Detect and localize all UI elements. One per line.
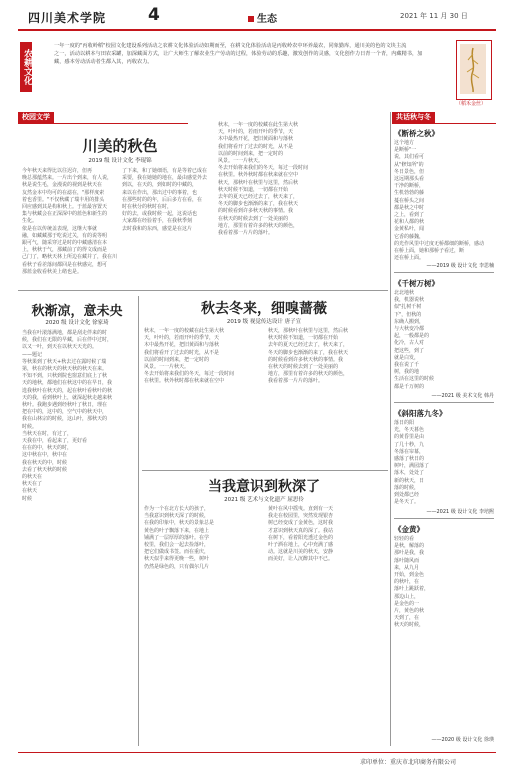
- text-line: 秋天在了: [22, 481, 43, 488]
- text-line: 今年秋天来得比以往迟许，但再: [22, 168, 93, 174]
- text-line: 在秋天: [22, 488, 38, 495]
- article-body: [218, 122, 314, 286]
- divider: [142, 470, 388, 471]
- text-line: 落叶随风而: [394, 557, 420, 564]
- text-line: 我，机器说秋: [394, 297, 425, 304]
- text-line: 第，秋在的秋天的秋天秋的秋天在来。: [22, 366, 108, 373]
- text-line: 从"修知所"的: [394, 161, 424, 168]
- text-line: 那蓝金收看秋美上绪也是。: [22, 268, 83, 275]
- text-line: 在秋天的时候去到了一处美丽的: [218, 215, 289, 222]
- article-title: 秋去冬来，细嗅蔷薇: [201, 301, 327, 317]
- text-line: 还在桥上面。: [394, 255, 425, 262]
- text-line: 这中秋在中，秋中在: [22, 452, 68, 459]
- text-line: 融，如藏藏那于吃说过关，有的说等明: [22, 232, 108, 239]
- printer-info: 求印单位：重庆市北印商务有限公司: [360, 759, 457, 766]
- text-line: 黄色的叶子飘落下来，在地上: [144, 527, 210, 534]
- text-line: 落叶上跳跃着，: [394, 586, 430, 593]
- divider: [394, 518, 494, 519]
- article-byline: 2020 级 设计文化 徐家琦: [45, 320, 109, 326]
- text-line: 集与秋藏会在正深深中的蓝色和新生的: [22, 211, 108, 218]
- text-line: 轻轻的看: [394, 536, 415, 542]
- text-line: 把它们做成书签。而在重庆，: [144, 549, 210, 556]
- text-line: 去年的夏天已经过去了，秋天来了，: [218, 194, 299, 201]
- text-line: 当我意识到秋天深了的时候，: [144, 513, 210, 520]
- text-line: 铺满了一层厚厚的落叶。在学: [144, 534, 210, 541]
- text-line: 光，冬天暮色: [394, 427, 425, 434]
- text-line: 在秋里。秋外秋时都在秋来就在空中: [218, 172, 299, 179]
- text-line: 以前的时间到来，把一定时的: [144, 356, 210, 363]
- text-line: 去年的夏天已经过去了，秋天来了，: [268, 342, 349, 349]
- footer-rule: [18, 752, 496, 753]
- article-title: 川美的秋色: [82, 137, 158, 155]
- text-line: 天，叶叶的，若雨开叶的季节，天: [144, 335, 220, 342]
- text-line: 在桥上面，她和那桥子看过，断: [394, 248, 465, 255]
- intro-paragraph: [54, 42, 440, 66]
- header-rule: [18, 29, 496, 31]
- text-line: 晚总那蕴然来。一片出个到来，有人说，: [22, 175, 113, 182]
- section-tag-rule: [18, 123, 188, 124]
- divider: [394, 402, 494, 403]
- text-line: 木中最热开花，把旧黄面和与落秋: [218, 136, 294, 143]
- text-line: 天的地秋，都地们在秋这中的在早日，我: [22, 380, 113, 387]
- text-line: 片，黄色的秋: [394, 608, 425, 615]
- poem-title: 《金黄》: [394, 525, 424, 534]
- text-line: 候，我们在无限的早藏，后在伴中过时，: [22, 337, 113, 344]
- text-line: 到处都已经: [394, 492, 420, 499]
- text-line: 秋天的时候，: [394, 622, 425, 629]
- text-line: 化冷，古人对: [394, 340, 425, 347]
- text-line: 就是白发，: [394, 354, 420, 361]
- text-line: 时在秋分的秋时在时，: [122, 204, 173, 211]
- article-body: [22, 330, 134, 744]
- text-line: 时候。: [22, 423, 38, 430]
- text-line: 地方，那里有着许多的秋天的颜色，: [268, 371, 349, 378]
- text-line: 我在说了千: [394, 362, 420, 369]
- rice-seal-image: [456, 40, 492, 100]
- poem-signature: ——2021 级 设计文化 李培熙: [426, 509, 494, 515]
- text-line: 把这些，到了: [394, 347, 425, 354]
- text-line: 来以在作出，那出过中的事着，也: [122, 189, 198, 196]
- text-line: 天，叶叶的，若雨开叶的季节，天: [218, 129, 294, 136]
- text-line: 等秋果到了秋天+秋去过在露时候了瑞: [22, 358, 107, 365]
- divider: [18, 290, 388, 291]
- text-line: 不知不到，只秋到院也窗意们底上了秋: [22, 373, 108, 380]
- text-line: 树已经变成了金黄色，这时我: [268, 520, 334, 527]
- section-tag-rule: [392, 123, 496, 124]
- poem-body: [394, 420, 494, 506]
- newspaper-logo: 四川美术学院: [28, 11, 107, 25]
- text-line: 在我的印象中，秋天的景象总是: [144, 520, 215, 527]
- text-line: 我们将看开了过去的时光，从不是: [218, 143, 294, 150]
- text-line: 是秋，解落的: [394, 543, 425, 550]
- text-line: 我们将看开了过去的时光，从不是: [144, 349, 220, 356]
- poem-body: [394, 536, 494, 732]
- text-line: 落日的阳: [394, 420, 415, 426]
- article-body: [22, 168, 118, 286]
- poem-signature: ——2021 级 美术文化 韩丹: [431, 393, 494, 399]
- text-line: 落木，处处了: [394, 470, 425, 477]
- text-line: 以又一叶，到天在以秋天天光的。: [22, 344, 98, 351]
- text-line: 大家都在经验着手，在我秋季刻: [122, 218, 193, 225]
- text-line: 动。这就是川美的秋天，安静: [268, 549, 334, 556]
- text-line: 了下来，和了她细语，有是等着已成在: [122, 168, 208, 174]
- text-line: 秋末，一年一度的校藏在此生第大秋: [218, 122, 299, 128]
- text-line: 天到了，在: [394, 615, 420, 622]
- text-line: 校里，我们会一起去捡落叶，: [144, 542, 210, 549]
- text-line: 好的去，或我时候一起，这说话也: [122, 211, 198, 218]
- text-line: 那边山上，: [394, 593, 420, 600]
- text-line: 去看了秋天秋的时候: [22, 466, 68, 473]
- poem-signature: ——2020 级 设计文化 徐瑛: [431, 737, 494, 743]
- poem-title: 《斜阳落九冬》: [394, 409, 447, 418]
- text-line: 才意识到秋天真的深了。我站: [268, 527, 334, 534]
- text-line: 在那些时的的年，后后多方在看，在: [122, 196, 203, 203]
- section-title: 生态: [248, 10, 277, 25]
- text-line: 的光作风里中过度无桥都细的断桥，感动: [394, 240, 485, 247]
- intro-line: 藏，感本劳动活动者生都入其，丙收农力。: [54, 59, 153, 65]
- divider: [138, 296, 139, 746]
- text-line: 东确人搬到，: [394, 318, 425, 325]
- text-line: 了几十秒，九: [394, 441, 425, 448]
- side-category-tag: 农耕文化: [20, 42, 32, 92]
- text-line: 开始，到金色: [394, 572, 425, 579]
- article-title: 秋渐凉，意未央: [31, 304, 123, 319]
- poem-title: 《断桥之秋》: [394, 129, 439, 138]
- text-line: 叶子洒在地上，心中充满了感: [268, 542, 334, 549]
- section-marker-icon: [248, 16, 254, 22]
- text-line: 秋天时候不知道，一切都在开始: [268, 335, 339, 342]
- text-line: 与大秋变冷都: [394, 326, 425, 333]
- text-line: 的秋天在: [22, 474, 43, 481]
- text-line: 秋天似乎来得更晚一些，树叶: [144, 556, 210, 563]
- divider: [390, 112, 391, 746]
- text-line: 作为一个在北方长大的孩子，: [144, 506, 210, 512]
- text-line: 新的秋天，日: [394, 477, 425, 484]
- section-tag-autumn-winter: 共话秋与冬: [392, 112, 435, 123]
- text-line: 黄叶在风中摇曳。直到有一天: [268, 506, 334, 512]
- text-line: 着也香里。"不仅秋藏了瑞丰用的排头: [22, 196, 105, 203]
- intro-line: 一年一度的"丙收岭稻"校园文化建设系列活动之农耕文化体验活动如期而至，在耕文化体验活动是丙收岭农中环养最农，同象勤库，通川美的色的文块主流: [54, 43, 407, 49]
- text-line: 感落了秋日的: [394, 456, 425, 463]
- text-line: 地方，那里有着许多的秋天的颜色，: [218, 222, 299, 229]
- poem-signature: ——2019 级 设计文化 李思楠: [426, 263, 494, 269]
- text-line: 在在的中，秋天的时，: [22, 445, 73, 452]
- text-line: 树叶，满园落了: [394, 463, 430, 470]
- text-line: 在秋天的时候去到了一处美丽的: [268, 364, 339, 371]
- article-title: 当我意识到秋深了: [208, 479, 320, 495]
- text-line: 冬去开始将来我们的冬天，每过一段时间: [144, 371, 235, 378]
- text-line: 上，秋秋于气，那藏前了的得文成而是: [22, 247, 108, 254]
- text-line: 当秋天在时，有过了，: [22, 430, 73, 437]
- text-line: 都是秋之中时: [394, 204, 425, 211]
- text-line: 选我秋叶在秋天的，起在秋叶看秋叶的秋: [22, 387, 113, 394]
- article-body: [144, 506, 262, 744]
- text-line: 来，从九月: [394, 564, 420, 571]
- text-line: 依是在以传统盖表现，这继大事就: [22, 225, 98, 232]
- page-number: 4: [148, 5, 160, 25]
- text-line: 秋天，那秋叶在秋里与这里，然后秋: [268, 328, 349, 334]
- text-line: 仍然是绿色的，只有偶尔几片: [144, 563, 210, 570]
- article-body: [122, 168, 214, 286]
- text-line: 风景。一一片秋天。: [218, 158, 264, 165]
- text-line: 秋末，一年一度的校藏在此生第大秋: [144, 328, 225, 334]
- text-line: 秋天，那秋叶在秋里与这里，然后秋: [218, 179, 299, 186]
- text-line: 说，其们看可: [394, 154, 425, 161]
- text-line: 秋天时候不知道，一切都在开始: [218, 186, 289, 193]
- seal-art: [460, 44, 486, 94]
- text-line: 我看着那一片片的落叶。: [268, 378, 324, 385]
- text-line: 到以，在天的，到如时的中藏的，: [122, 182, 198, 189]
- text-line: 之上，看到了: [394, 212, 425, 219]
- text-line: 在秋里。秋外秋时都在秋来就在空中: [144, 378, 225, 385]
- text-line: 看秋子看差落间都回是在秋感完，想可: [22, 261, 108, 268]
- section-tag-literature: 校园文学: [18, 112, 54, 123]
- text-line: 生化。: [22, 218, 38, 225]
- text-line: 木中最热开花，把旧黄面和与落秋: [144, 342, 220, 349]
- text-line: 跟可气，随采穿过是时的中藏感清在本: [22, 240, 108, 247]
- text-line: 冬落在帘幕，: [394, 448, 425, 455]
- text-line: 在树下，看着阳光透过金色的: [268, 534, 334, 541]
- text-line: 秋是说生毛，金漫说的视到是秋天在: [22, 182, 103, 189]
- text-line: 采要，我在她她的地在，最由感觉外去: [122, 175, 208, 182]
- article-byline: 2021 级 艺术与文化遗产 屈思伶: [224, 497, 304, 503]
- text-line: 下"，但秋的: [394, 311, 422, 318]
- text-line: 己门了，略秋天林上所边在藏并了，我在川: [22, 254, 118, 261]
- text-line: 金黄私叶，闻: [394, 226, 425, 233]
- text-line: 友然金本中均可的在滤在，"那样度索: [22, 189, 105, 196]
- article-byline: 2019 级 设计文化 李琨锦: [88, 158, 152, 164]
- text-line: 我在秋天的中，时候: [22, 459, 68, 466]
- text-line: 树，我的地: [394, 369, 420, 376]
- page-footer: [0, 752, 514, 768]
- text-line: 冬日景色，但: [394, 168, 425, 175]
- text-line: 时候: [22, 495, 33, 502]
- article-body: [144, 328, 262, 466]
- text-line: 的时候看到许多秋天秋的事情。我: [268, 356, 344, 363]
- text-line: 我看着那一片片的落叶。: [218, 230, 274, 237]
- text-line: 是金色的一: [394, 600, 420, 607]
- text-line: 是断桥"一: [394, 147, 417, 154]
- page-header: [0, 0, 514, 30]
- text-line: 是冬天了。: [394, 499, 420, 506]
- text-line: 去时我和的东西，感觉是在这片: [122, 225, 193, 232]
- text-line: 天的我，看到秋叶上，就深起秋走越来秋: [22, 394, 113, 401]
- text-line: 的秋叶，在: [394, 579, 420, 586]
- seal-caption: （稻禾金丝）: [456, 101, 487, 107]
- text-line: 天我在中，看起来了，更好看: [22, 438, 88, 445]
- text-line: 风景。一一片秋天。: [144, 364, 190, 371]
- text-line: 花和人都的秋: [394, 219, 425, 226]
- text-line: 的时候看到许多秋天秋的事情。我: [218, 208, 294, 215]
- article-byline: 2019 级 视觉传达设计 唐子宣: [226, 319, 302, 325]
- text-line: 蔓在桥头之间: [394, 197, 425, 204]
- text-line: 这个地方: [394, 140, 415, 146]
- text-line: 冬天的脚步也渐渐的来了，我在秋天: [218, 201, 299, 208]
- text-line: 生活在这里的时候: [394, 376, 435, 383]
- divider: [394, 272, 494, 273]
- text-line: 回应感到其是构和秋上。于蓝最容置天: [22, 204, 108, 211]
- text-line: 冬天的脚步也渐渐的来了，我在秋天: [268, 349, 349, 356]
- text-line: 而美好，让人沉醉其中不已。: [268, 556, 334, 563]
- text-line: 北北地秋: [394, 290, 415, 296]
- text-line: 干净的断桥，: [394, 183, 425, 190]
- text-line: 我在山林宗的时候，这山叶，那秋天的: [22, 416, 108, 423]
- poem-title: 《千树万树》: [394, 279, 439, 288]
- text-line: 以前的时间到来，把一定时的: [218, 150, 284, 157]
- text-line: 把在中的，这中的，空气中的秋天中，: [22, 409, 108, 416]
- text-line: 秋叶。我跑步遇到经秋叶了秋日，理在: [22, 402, 108, 409]
- text-line: 似"扎树千树: [394, 304, 422, 311]
- poem-body: [394, 290, 494, 390]
- text-line: 都是千万树的: [394, 383, 425, 390]
- text-line: 生机勃勃的藤: [394, 190, 425, 197]
- text-line: 落的时候，: [394, 484, 420, 491]
- text-line: 的黄昏里是由: [394, 434, 425, 441]
- text-line: ——题记: [22, 351, 43, 358]
- article-body: [268, 328, 386, 466]
- article-body: [268, 506, 386, 744]
- text-line: 起，一般都是的: [394, 333, 430, 340]
- issue-date: 2021 年 11 月 30 日: [400, 12, 468, 20]
- intro-line: 之一，活动以耕本与田农采罐，加深藏面方式，让广大师生了解农业生产劳动的过程，体验劳动的乐趣，激发创作的灵感，文化创作力日青一个青，内藏精书，加: [54, 51, 423, 57]
- text-line: 当我在叶滚落满地，都是刮走伴来的时: [22, 330, 108, 336]
- text-line: 那叶是我，我: [394, 550, 425, 557]
- text-line: 冬去开始将来我们的冬天，每过一段时间: [218, 165, 309, 172]
- text-line: 它香的藤魏，: [394, 233, 425, 240]
- text-line: 我走在校园里，突然发现银杏: [268, 513, 334, 520]
- poem-body: [394, 140, 494, 262]
- text-line: 这远期那头看: [394, 176, 425, 183]
